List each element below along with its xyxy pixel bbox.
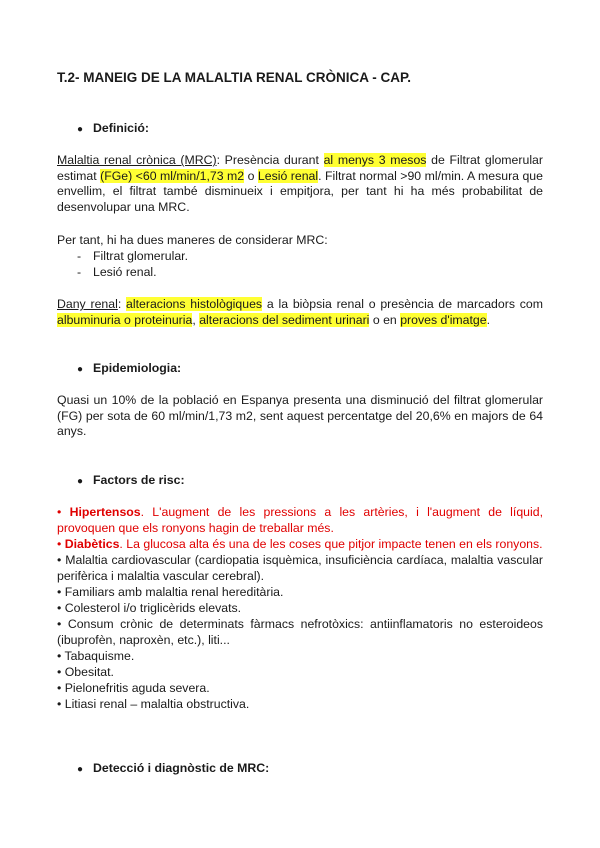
list-item-lesio (77, 265, 157, 281)
paragraph-epidemiologia: Quasi un 10% de la població en Espanya presenta una disminució del filtrat glomerular (FG) per sota de 60 ml/min/1,73 m2, sent aquest percentatge del 20,6% en majors de 64 anys. (57, 393, 543, 439)
text-span: . Filtrat normal >90 ml/min. A mesura que envellim, el filtrat també disminueix i empitjora, per tant hi ha més probabilitat de desenvolupar una MRC. (57, 168, 543, 214)
bullet-marker: • (57, 617, 62, 631)
risk-item (57, 697, 543, 713)
text-span: . (486, 312, 491, 327)
highlight-proves-imatge: proves d'imatge (400, 312, 487, 327)
highlight-sediment: alteracions del sediment urinari (199, 312, 370, 327)
text-span: de Filtrat glomerular estimat (57, 153, 543, 183)
heading-definicio-label: Definició: (93, 121, 150, 135)
risk-text: Pielonefritis aguda severa. (64, 681, 210, 695)
risk-text: Familiars amb malaltia renal hereditària. (64, 585, 284, 599)
risk-label-diabetics: Diabètics (64, 537, 120, 551)
heading-epidemiologia-label: Epidemiologia: (93, 361, 182, 375)
risk-item (57, 601, 543, 617)
highlight-lesio-renal: Lesió renal (257, 168, 319, 183)
bullet-marker: • (57, 681, 62, 695)
bullet-marker: • (57, 553, 62, 567)
bullet-marker: • (57, 585, 62, 599)
risk-item (57, 585, 543, 601)
risk-text: Obesitat. (64, 665, 114, 679)
text-span: : Presència durant (216, 153, 324, 167)
risk-item-diabetics (57, 537, 543, 553)
risk-text: Malaltia cardiovascular (cardiopatia isquèmica, insuficiència cardíaca, malaltia vascular perifèrica i malaltia vascular cerebral). (57, 553, 544, 583)
bullet-marker: • (57, 649, 62, 663)
risk-item (57, 665, 543, 681)
list-item-filtrat (77, 249, 188, 265)
bullet-marker: • (57, 697, 62, 711)
term-mrc: Malaltia renal crònica (MRC) (57, 153, 217, 167)
risk-text: . La glucosa alta és una de les coses que pitjor impacte tenen en els ronyons. (119, 537, 543, 551)
risk-text: . L'augment de les pressions a les artèries, i l'augment de líquid, provoquen que els ronyons hagin de treballar més. (57, 505, 543, 535)
paragraph-dany-renal (57, 297, 543, 328)
highlight-histologiques: alteracions histològiques (126, 297, 263, 311)
risk-text: Consum crònic de determinats fàrmacs nefrotòxics: antiinflamatoris no esteroideos (ibuprofèn, naproxèn, etc.), liti... (57, 617, 543, 647)
bullet-marker: • (57, 665, 62, 679)
risk-item (57, 681, 543, 697)
risk-item (57, 649, 543, 665)
paragraph-mrc-definition (57, 153, 543, 215)
text-span: , (192, 312, 200, 327)
risk-text: Colesterol i/o triglicèrids elevats. (64, 601, 242, 615)
highlight-3-mesos: al menys 3 mesos (323, 153, 427, 167)
risk-item-hipertensos (57, 505, 543, 536)
bullet-icon: ● (77, 364, 84, 375)
dash-marker: - (77, 265, 82, 279)
risk-text: Litiasi renal – malaltia obstructiva. (64, 697, 250, 711)
dash-marker: - (77, 249, 82, 263)
term-dany-renal: Dany renal (57, 297, 118, 311)
risk-item (57, 617, 543, 648)
heading-deteccio (77, 761, 269, 778)
bullet-marker: • (57, 505, 62, 519)
text-span: a la biòpsia renal o presència de marcadors com (262, 297, 543, 311)
heading-definicio (77, 121, 149, 138)
heading-factors-label: Factors de risc: (93, 473, 185, 487)
heading-factors-risc (77, 473, 185, 490)
list-item-label: Filtrat glomerular. (93, 249, 188, 263)
bullet-icon: ● (77, 124, 84, 135)
bullet-icon: ● (77, 476, 84, 487)
page-title: T.2- MANEIG DE LA MALALTIA RENAL CRÒNICA - CAP. (57, 70, 411, 85)
highlight-albuminuria: albuminuria o proteinuria (57, 312, 193, 327)
risk-label-hipertensos: Hipertensos (69, 505, 141, 519)
list-item-label: Lesió renal. (93, 265, 157, 279)
text-span: o (244, 168, 258, 183)
paragraph-dues-maneres: Per tant, hi ha dues maneres de considerar MRC: (57, 233, 328, 247)
risk-text: Tabaquisme. (64, 649, 135, 663)
text-span: o en (369, 312, 401, 327)
risk-item (57, 553, 543, 584)
highlight-fge: (FGe) <60 ml/min/1,73 m2 (100, 168, 245, 183)
text-span: : (117, 297, 127, 311)
bullet-marker: • (57, 601, 62, 615)
bullet-icon: ● (77, 764, 84, 775)
heading-epidemiologia (77, 361, 181, 378)
bullet-marker: • (57, 537, 62, 551)
heading-deteccio-label: Detecció i diagnòstic de MRC: (93, 761, 270, 775)
